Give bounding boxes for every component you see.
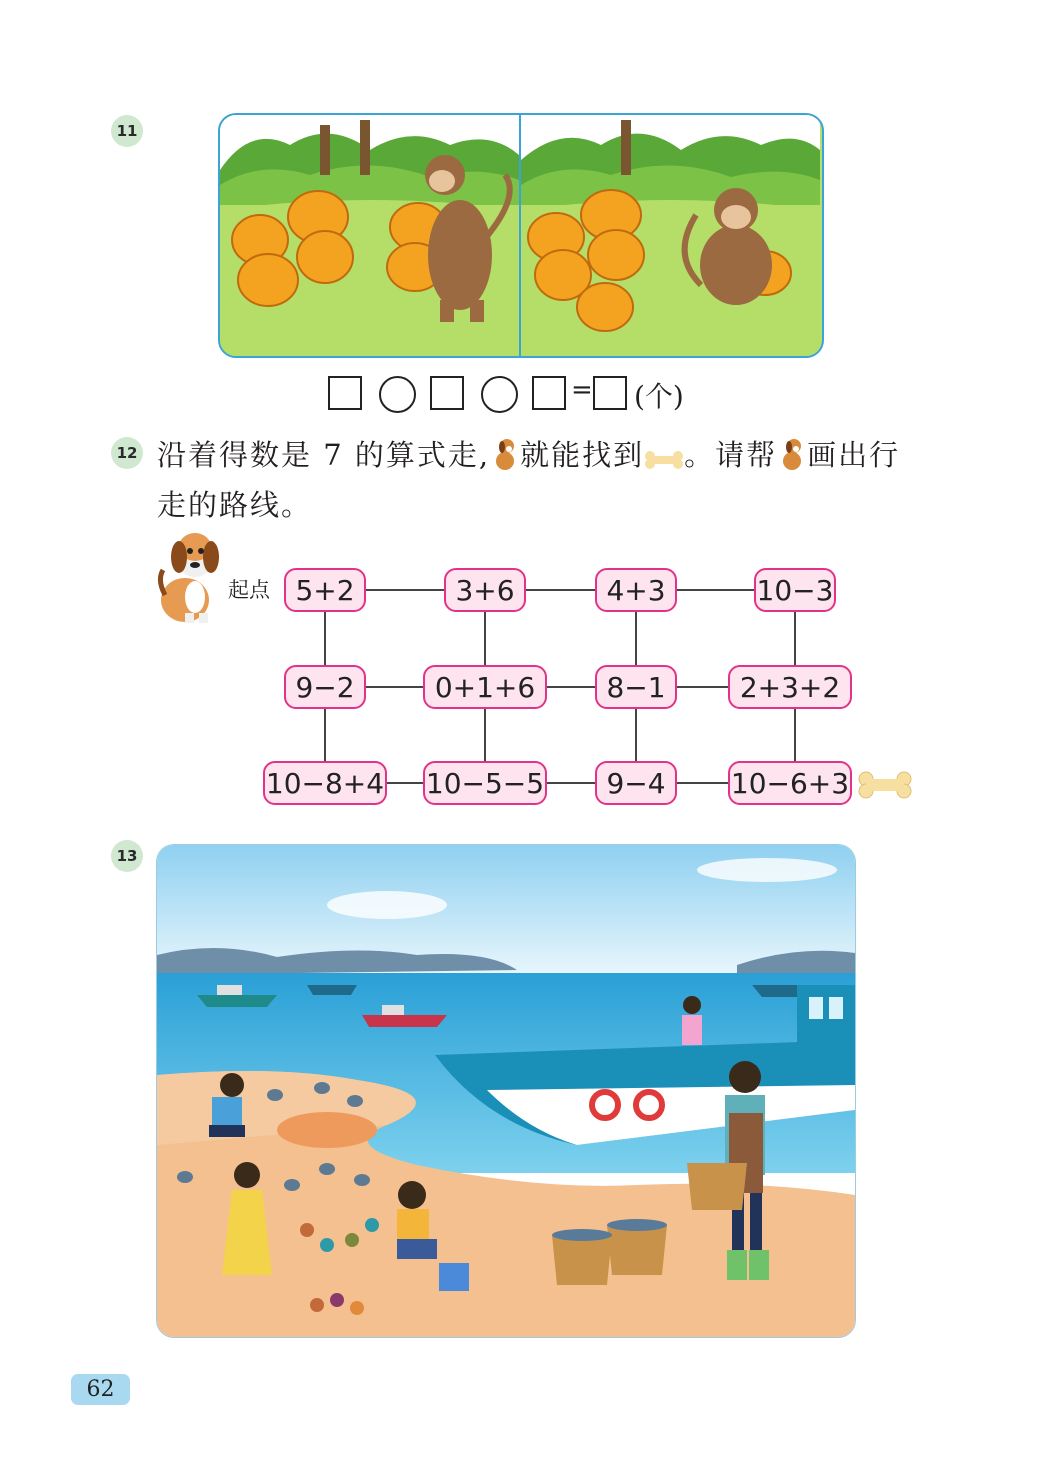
page-number: 62 [71,1374,130,1405]
question-number-12: 12 [111,437,143,469]
bone-icon [858,770,912,804]
answer-box[interactable] [532,376,566,410]
question-number-11: 11 [111,115,143,147]
q12-instruction: 沿着得数是 7 的算式走, 就能找到 。请帮 画出行走的路线。 [157,438,901,522]
q11-right-panel [521,115,820,356]
maze-node[interactable]: 8−1 [595,665,677,709]
path-maze [150,520,930,820]
operator-circle[interactable] [481,376,518,413]
maze-node[interactable]: 10−6+3 [728,761,852,805]
maze-node[interactable]: 10−8+4 [263,761,387,805]
answer-box[interactable] [430,376,464,410]
maze-node[interactable]: 9−4 [595,761,677,805]
result-box[interactable] [593,376,627,410]
unit-label: (个) [634,380,684,413]
operator-circle[interactable] [379,376,416,413]
maze-node[interactable]: 9−2 [284,665,366,709]
maze-node[interactable]: 10−3 [754,568,836,612]
answer-box[interactable] [328,376,362,410]
maze-node[interactable]: 3+6 [444,568,526,612]
dog-icon [490,437,520,483]
question-number-13: 13 [111,840,143,872]
bone-icon [644,439,684,483]
q13-beach-illustration [156,844,856,1338]
q11-illustration [218,113,824,358]
start-label: 起点 [228,578,270,602]
q11-left-panel [220,115,519,356]
maze-node[interactable]: 5+2 [284,568,366,612]
equals-sign: = [571,375,593,405]
maze-node[interactable]: 0+1+6 [423,665,547,709]
maze-node[interactable]: 10−5−5 [423,761,547,805]
dog-icon [777,437,807,483]
dog-icon [155,525,227,629]
maze-node[interactable]: 4+3 [595,568,677,612]
maze-node[interactable]: 2+3+2 [728,665,852,709]
